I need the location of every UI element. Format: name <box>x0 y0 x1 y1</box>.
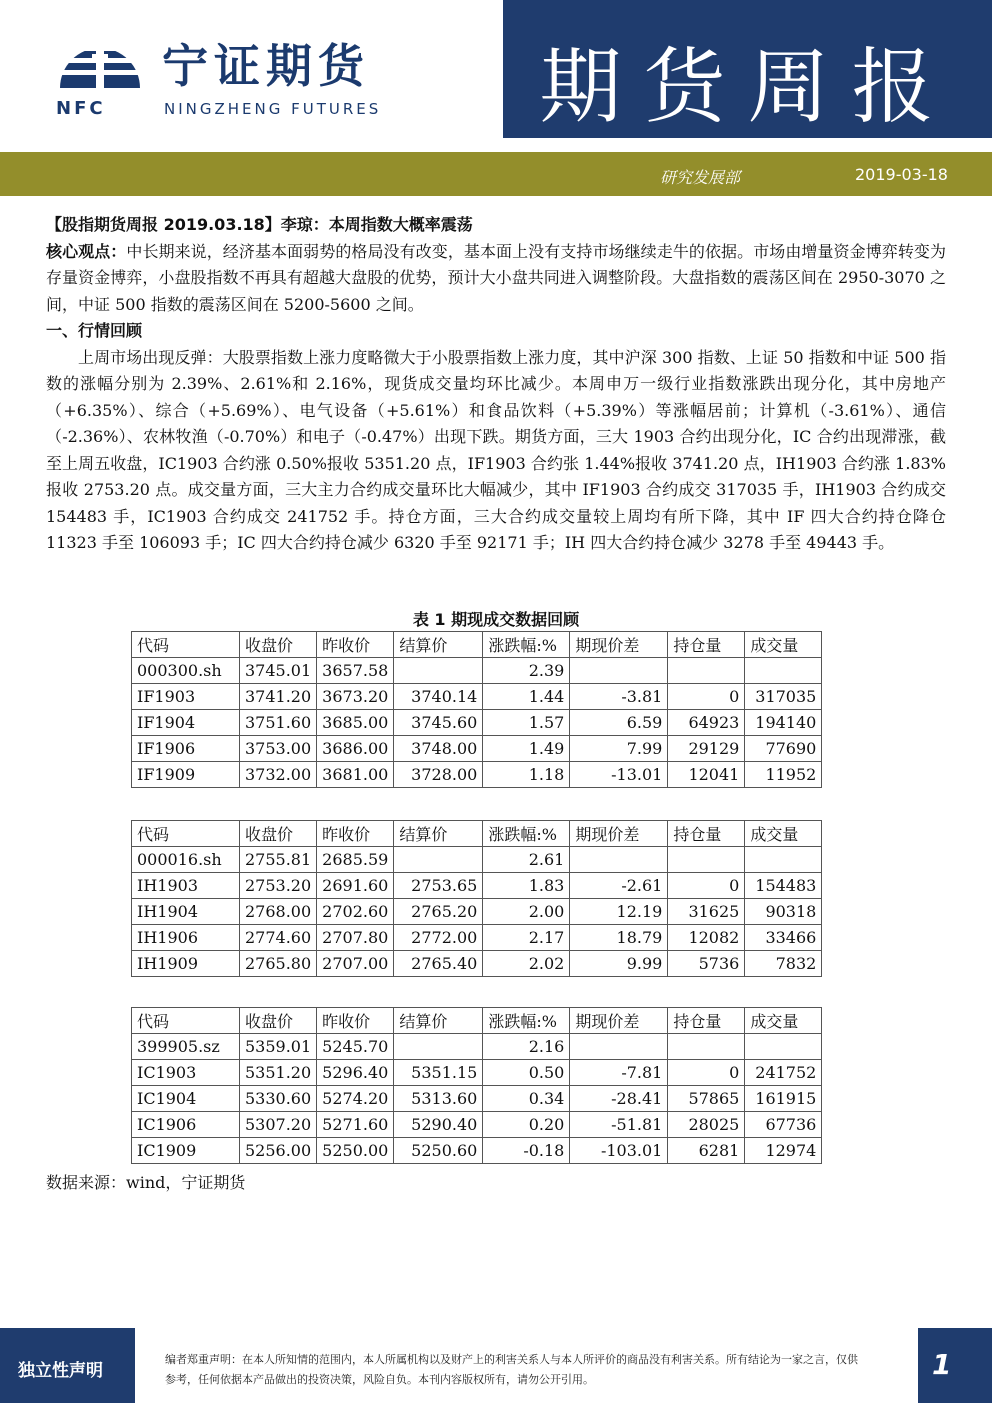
table-cell: 2.61 <box>483 847 570 873</box>
table-cell: 241752 <box>745 1060 822 1086</box>
table-cell: 2.16 <box>483 1034 570 1060</box>
table-cell: 5351.15 <box>394 1060 483 1086</box>
column-header: 期现价差 <box>570 632 668 658</box>
table-cell: 7832 <box>745 951 822 977</box>
table-cell <box>394 1034 483 1060</box>
column-header: 涨跌幅:% <box>483 632 570 658</box>
table-cell: 11952 <box>745 762 822 788</box>
table-row <box>132 1086 822 1112</box>
table-cell: 9.99 <box>570 951 668 977</box>
core-label: 核心观点： <box>46 241 127 261</box>
column-header: 涨跌幅:% <box>483 821 570 847</box>
table-cell: 57865 <box>668 1086 745 1112</box>
column-header: 收盘价 <box>240 821 317 847</box>
table-cell: 399905.sz <box>132 1034 240 1060</box>
table-header-row <box>132 821 822 847</box>
table-cell <box>394 658 483 684</box>
table-row <box>132 736 822 762</box>
table-cell: IF1909 <box>132 762 240 788</box>
table-cell: 64923 <box>668 710 745 736</box>
column-header: 成交量 <box>745 1008 822 1034</box>
table-cell: 5245.70 <box>317 1034 394 1060</box>
table-cell: 000300.sh <box>132 658 240 684</box>
table-cell: 3741.20 <box>240 684 317 710</box>
table-cell: IF1903 <box>132 684 240 710</box>
table-cell: 0.20 <box>483 1112 570 1138</box>
table-cell: 154483 <box>745 873 822 899</box>
table-cell: 2707.00 <box>317 951 394 977</box>
report-date: 2019-03-18 <box>855 165 948 184</box>
column-header: 收盘价 <box>240 1008 317 1034</box>
table-cell: 29129 <box>668 736 745 762</box>
column-header: 昨收价 <box>317 821 394 847</box>
table-cell: 5271.60 <box>317 1112 394 1138</box>
table-cell: 6.59 <box>570 710 668 736</box>
table-cell: 12.19 <box>570 899 668 925</box>
table-row <box>132 762 822 788</box>
table-cell <box>394 847 483 873</box>
logo-abbr: NFC <box>56 98 106 119</box>
column-header: 持仓量 <box>668 821 745 847</box>
column-header: 涨跌幅:% <box>483 1008 570 1034</box>
table-row <box>132 1034 822 1060</box>
table-cell: 2.39 <box>483 658 570 684</box>
column-header: 昨收价 <box>317 1008 394 1034</box>
table-cell: IC1904 <box>132 1086 240 1112</box>
table-cell <box>668 1034 745 1060</box>
table-cell: 0.34 <box>483 1086 570 1112</box>
table-cell: 18.79 <box>570 925 668 951</box>
table-row <box>132 899 822 925</box>
table-cell: 12974 <box>745 1138 822 1164</box>
table-cell: 5290.40 <box>394 1112 483 1138</box>
table-cell: -103.01 <box>570 1138 668 1164</box>
section-title: 一、行情回顾 <box>46 321 143 340</box>
data-source: 数据来源：wind，宁证期货 <box>46 1173 246 1192</box>
table-cell: 3732.00 <box>240 762 317 788</box>
table-row <box>132 1138 822 1164</box>
table-cell: IF1904 <box>132 710 240 736</box>
table-cell: 67736 <box>745 1112 822 1138</box>
table-cell: 161915 <box>745 1086 822 1112</box>
table-cell: IH1903 <box>132 873 240 899</box>
table-header-row <box>132 632 822 658</box>
table-cell: 2.00 <box>483 899 570 925</box>
table-row <box>132 847 822 873</box>
table-cell: 1.18 <box>483 762 570 788</box>
table-cell <box>745 1034 822 1060</box>
table-cell: 3748.00 <box>394 736 483 762</box>
table-cell: IC1906 <box>132 1112 240 1138</box>
table-cell: 3657.58 <box>317 658 394 684</box>
column-header: 成交量 <box>745 632 822 658</box>
table-cell <box>570 1034 668 1060</box>
table-cell: 5359.01 <box>240 1034 317 1060</box>
table-cell: 7.99 <box>570 736 668 762</box>
table-cell: 12041 <box>668 762 745 788</box>
table-cell: 2685.59 <box>317 847 394 873</box>
table-cell: -0.18 <box>483 1138 570 1164</box>
logo-chinese-name: 宁证期货 <box>162 39 370 93</box>
disclaimer-text: 编者郑重声明：在本人所知情的范围内，本人所属机构以及财产上的利害关系人与本人所评价的商品没有利害关系。所有结论为一家之言，仅供参考，任何依据本产品做出的投资决策，风险自负。本刊内容版权所有，请勿公开引用。 <box>165 1353 858 1386</box>
table-cell: 5736 <box>668 951 745 977</box>
table-cell: IC1909 <box>132 1138 240 1164</box>
table-cell: -28.41 <box>570 1086 668 1112</box>
table-cell: 5256.00 <box>240 1138 317 1164</box>
column-header: 期现价差 <box>570 821 668 847</box>
table-header-row <box>132 1008 822 1034</box>
table-cell: 2702.60 <box>317 899 394 925</box>
column-header: 代码 <box>132 821 240 847</box>
logo-english-name: NINGZHENG FUTURES <box>164 100 382 118</box>
table-cell: 77690 <box>745 736 822 762</box>
data-table-ih <box>131 820 822 977</box>
table-cell: 0 <box>668 873 745 899</box>
independence-label: 独立性声明 <box>18 1361 103 1381</box>
table-row <box>132 684 822 710</box>
table-cell: 194140 <box>745 710 822 736</box>
column-header: 持仓量 <box>668 1008 745 1034</box>
table-cell: 1.83 <box>483 873 570 899</box>
table-cell <box>668 847 745 873</box>
core-text: 中长期来说，经济基本面弱势的格局没有改变，基本面上没有支持市场继续走牛的依据。市场由增量资金博弈转变为存量资金博弈，小盘股指数不再具有超越大盘股的优势，预计大小盘共同进入调整阶段。大盘指数的震荡区间在 2950-3070 之间，中证 500 指数的震荡区间在 5200-5600 之间。 <box>46 241 946 314</box>
table-cell: 5250.00 <box>317 1138 394 1164</box>
table-cell: 3686.00 <box>317 736 394 762</box>
headline: 【股指期货周报 2019.03.18】李琼：本周指数大概率震荡 <box>46 215 473 234</box>
table-cell: 0 <box>668 684 745 710</box>
table-cell: 2765.40 <box>394 951 483 977</box>
table-cell: 3685.00 <box>317 710 394 736</box>
table-row <box>132 710 822 736</box>
table-row <box>132 1060 822 1086</box>
table-cell: 2753.20 <box>240 873 317 899</box>
table-cell: -51.81 <box>570 1112 668 1138</box>
department: 研究发展部 <box>660 168 741 187</box>
table-cell: 5296.40 <box>317 1060 394 1086</box>
table-cell: 2765.20 <box>394 899 483 925</box>
table-cell: 31625 <box>668 899 745 925</box>
table-cell: 317035 <box>745 684 822 710</box>
table-cell: 1.49 <box>483 736 570 762</box>
table-cell: -2.61 <box>570 873 668 899</box>
table-row <box>132 873 822 899</box>
table-cell: 28025 <box>668 1112 745 1138</box>
table-cell <box>570 658 668 684</box>
table-cell: 2768.00 <box>240 899 317 925</box>
column-header: 结算价 <box>394 1008 483 1034</box>
table-cell: 2707.80 <box>317 925 394 951</box>
table-cell: -3.81 <box>570 684 668 710</box>
table-cell: 5307.20 <box>240 1112 317 1138</box>
table-cell: 5274.20 <box>317 1086 394 1112</box>
table-cell <box>668 658 745 684</box>
column-header: 昨收价 <box>317 632 394 658</box>
table-row <box>132 658 822 684</box>
column-header: 持仓量 <box>668 632 745 658</box>
table-cell: 3740.14 <box>394 684 483 710</box>
section-paragraph: 上周市场出现反弹：大股票指数上涨力度略微大于小股票指数上涨力度，其中沪深 300 指数、上证 50 指数和中证 500 指数的涨幅分别为 2.39%、2.61%和 2.16%，现货成交量均环比减少。本周申万一级行业指数涨跌出现分化，其中房地产（+6.35%）、综合（+5.69%）、电气设备（+5.61%）和食品饮料（+5.39%）等涨幅居前；计算机（-3.61%）、通信（-2.36%）、农林牧渔（-0.70%）和电子（-0.47%）出现下跌。期货方面，三大 1903 合约出现分化，IC 合约出现滞涨，截至上周五收盘，IC1903 合约涨 0.50%报收 5351.20 点，IF1903 合约张 1.44%报收 3741.20 点，IH1903 合约涨 1.83%报收 2753.20 点。成交量方面，三大主力合约成交量环比大幅减少，其中 IF1903 合约成交 317035 手，IH1903 合约成交 154483 手，IC1903 合约成交 241752 手。持仓方面，三大合约成交量较上周均有所下降，其中 IF 四大合约持仓降仓 11323 手至 106093 手；IC 四大合约持仓减少 6320 手至 92171 手；IH 四大合约持仓减少 3278 手至 49443 手。 <box>46 347 946 552</box>
info-band <box>0 152 992 196</box>
disclaimer-box <box>135 1328 918 1403</box>
title-box <box>503 0 992 138</box>
table-cell: -7.81 <box>570 1060 668 1086</box>
table-cell: 5351.20 <box>240 1060 317 1086</box>
table-row <box>132 951 822 977</box>
table-cell: 5330.60 <box>240 1086 317 1112</box>
table-cell: 5250.60 <box>394 1138 483 1164</box>
table-cell: IF1906 <box>132 736 240 762</box>
table-cell: 2.17 <box>483 925 570 951</box>
data-table-if <box>131 631 822 788</box>
table-cell: 90318 <box>745 899 822 925</box>
table-cell: 3745.60 <box>394 710 483 736</box>
page-number: 1 <box>932 1348 952 1381</box>
table-cell: 2.02 <box>483 951 570 977</box>
core-view <box>46 239 946 319</box>
table-cell: 000016.sh <box>132 847 240 873</box>
table-cell: 1.57 <box>483 710 570 736</box>
table-cell <box>570 847 668 873</box>
column-header: 结算价 <box>394 821 483 847</box>
table-cell <box>745 847 822 873</box>
table-cell: 33466 <box>745 925 822 951</box>
table-cell: IC1903 <box>132 1060 240 1086</box>
table-cell: 3745.01 <box>240 658 317 684</box>
table-cell: 6281 <box>668 1138 745 1164</box>
table-cell: 2772.00 <box>394 925 483 951</box>
table-cell: 5313.60 <box>394 1086 483 1112</box>
table-title: 表 1 期现成交数据回顾 <box>412 610 580 629</box>
column-header: 结算价 <box>394 632 483 658</box>
table-cell: 2765.80 <box>240 951 317 977</box>
table-cell <box>745 658 822 684</box>
table-cell: 2753.65 <box>394 873 483 899</box>
table-cell: 3673.20 <box>317 684 394 710</box>
table-cell: 2774.60 <box>240 925 317 951</box>
table-cell: 2691.60 <box>317 873 394 899</box>
table-cell: 3753.00 <box>240 736 317 762</box>
table-cell: 0 <box>668 1060 745 1086</box>
article-body <box>46 212 946 557</box>
page-header <box>0 0 992 140</box>
table-cell: 1.44 <box>483 684 570 710</box>
nfc-logo-icon <box>52 34 148 92</box>
table-cell: 2755.81 <box>240 847 317 873</box>
column-header: 代码 <box>132 1008 240 1034</box>
column-header: 收盘价 <box>240 632 317 658</box>
table-cell: IH1904 <box>132 899 240 925</box>
table-cell: 3681.00 <box>317 762 394 788</box>
table-cell: 3751.60 <box>240 710 317 736</box>
report-title: 期货周报 <box>539 40 956 135</box>
column-header: 代码 <box>132 632 240 658</box>
column-header: 期现价差 <box>570 1008 668 1034</box>
table-cell: 3728.00 <box>394 762 483 788</box>
table-cell: -13.01 <box>570 762 668 788</box>
table-row <box>132 925 822 951</box>
table-row <box>132 1112 822 1138</box>
table-cell: 12082 <box>668 925 745 951</box>
table-cell: IH1909 <box>132 951 240 977</box>
column-header: 成交量 <box>745 821 822 847</box>
page-footer <box>0 1328 992 1403</box>
table-cell: 0.50 <box>483 1060 570 1086</box>
table-cell: IH1906 <box>132 925 240 951</box>
data-table-ic <box>131 1007 822 1164</box>
